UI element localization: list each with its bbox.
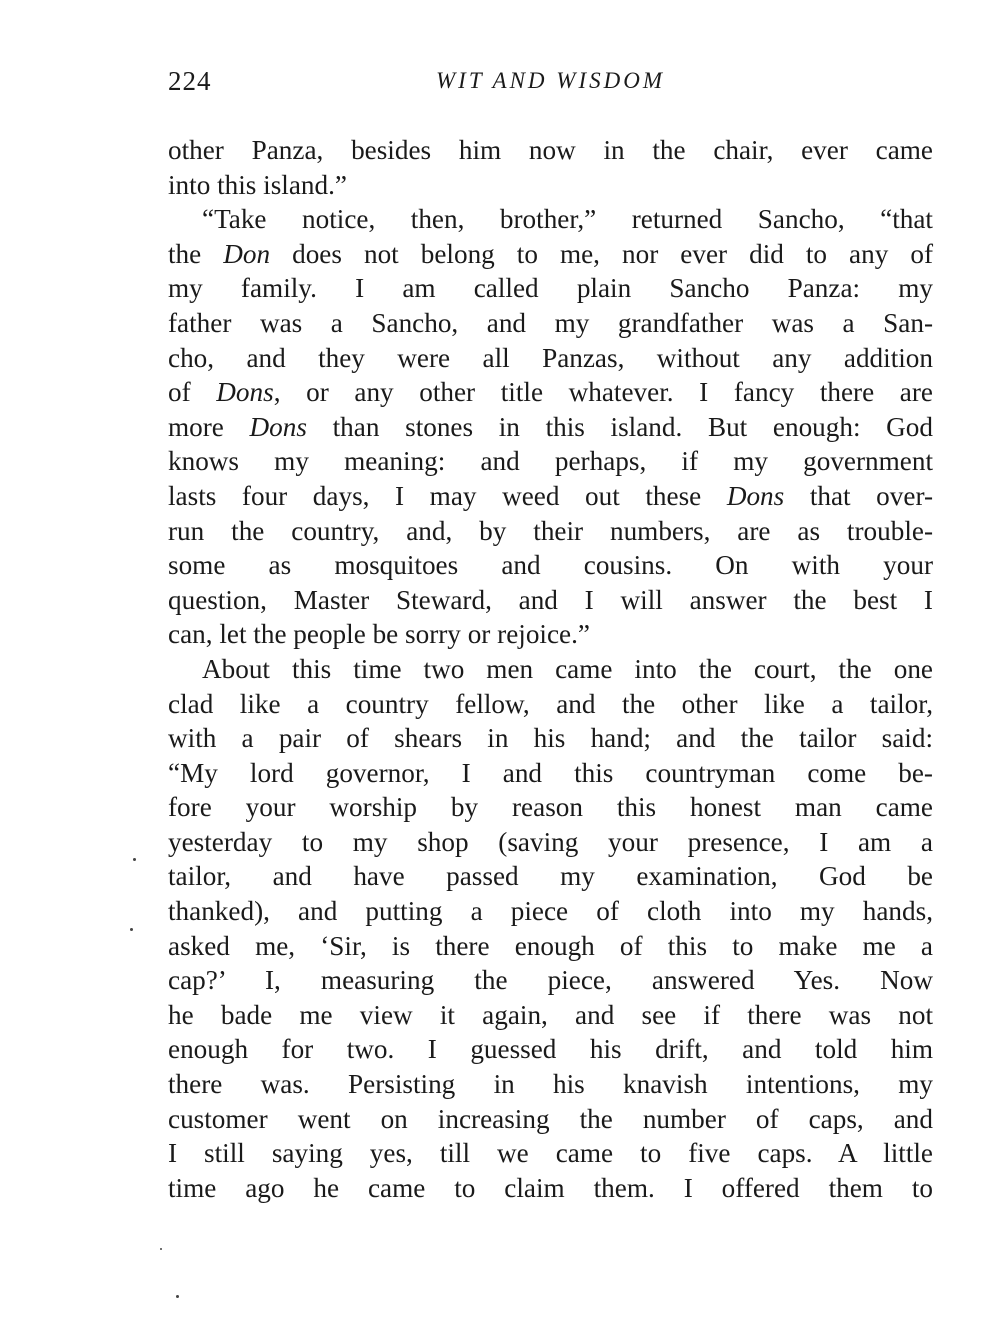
text-line: “My lord governor, I and this countryman come be- bbox=[168, 757, 933, 788]
text-line: father was a Sancho, and my grandfather was a San- bbox=[168, 307, 933, 338]
text-line: can, let the people be sorry or rejoice.” bbox=[168, 619, 590, 650]
text-line: time ago he came to claim them. I offered them to bbox=[168, 1172, 933, 1203]
text-line: into this island.” bbox=[168, 169, 347, 200]
text-line: About this time two men came into the court, the one bbox=[202, 653, 933, 684]
text-line: fore your worship by reason this honest man came bbox=[168, 792, 933, 823]
text-line: knows my meaning: and perhaps, if my government bbox=[168, 446, 933, 477]
text-line: my family. I am called plain Sancho Panza: my bbox=[168, 273, 933, 304]
text-line: he bade me view it again, and see if there was not bbox=[168, 999, 933, 1030]
body-text bbox=[168, 133, 933, 1205]
text-line: run the country, and, by their numbers, are as trouble- bbox=[168, 515, 933, 546]
scan-speck bbox=[160, 1248, 162, 1250]
running-title: WIT AND WISDOM bbox=[436, 68, 665, 93]
text-line: cap?’ I, measuring the piece, answered Yes. Now bbox=[168, 965, 933, 996]
text-line: more Dons than stones in this island. But enough: God bbox=[168, 411, 933, 442]
text-line: enough for two. I guessed his drift, and told him bbox=[168, 1034, 933, 1065]
scan-speck bbox=[176, 1295, 179, 1298]
text-line: asked me, ‘Sir, is there enough of this to make me a bbox=[168, 930, 933, 961]
text-line: other Panza, besides him now in the chair, ever came bbox=[168, 135, 933, 165]
text-line: of Dons, or any other title whatever. I fancy there are bbox=[168, 377, 933, 408]
text-line: “Take notice, then, brother,” returned Sancho, “that bbox=[202, 204, 933, 235]
text-line: there was. Persisting in his knavish intentions, my bbox=[168, 1069, 933, 1100]
text-line: customer went on increasing the number of caps, and bbox=[168, 1103, 933, 1134]
text-line: lasts four days, I may weed out these Dons that over- bbox=[168, 480, 934, 511]
text-line: with a pair of shears in his hand; and the tailor said: bbox=[168, 723, 933, 754]
scan-speck bbox=[130, 928, 133, 931]
text-line: tailor, and have passed my examination, God be bbox=[168, 861, 933, 892]
text-line: some as mosquitoes and cousins. On with your bbox=[168, 550, 933, 581]
running-head bbox=[168, 62, 933, 102]
text-line: cho, and they were all Panzas, without any addition bbox=[168, 342, 933, 373]
text-line: thanked), and putting a piece of cloth into my hands, bbox=[168, 896, 933, 927]
text-line: question, Master Steward, and I will answer the best I bbox=[168, 584, 933, 615]
text-line: yesterday to my shop (saving your presence, I am a bbox=[168, 826, 933, 857]
scan-speck bbox=[133, 858, 136, 861]
text-line: clad like a country fellow, and the other like a tailor, bbox=[168, 688, 933, 719]
text-line: the Don does not belong to me, nor ever did to any of bbox=[168, 238, 933, 269]
text-line: I still saying yes, till we came to five caps. A little bbox=[168, 1138, 933, 1169]
page-number: 224 bbox=[168, 66, 212, 96]
